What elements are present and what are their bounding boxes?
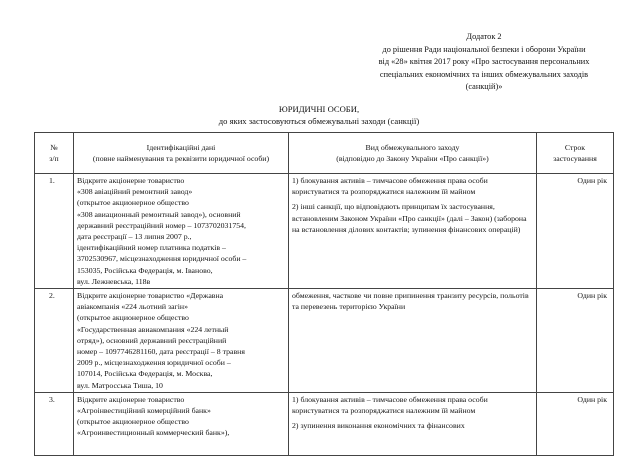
row-measures [289, 174, 537, 289]
header-term [537, 133, 614, 174]
ident-line: ідентифікаційний номер платника податків – [77, 243, 226, 253]
header-measure [289, 133, 537, 174]
row-measures [289, 289, 537, 393]
header-identification-l2: (повне найменування та реквізити юридичної особи) [92, 154, 270, 163]
row-number: 3. [35, 392, 74, 455]
row-term: Один рік [537, 174, 614, 289]
ident-line: Відкрите акціонерне товариство «Державна [77, 291, 224, 301]
header-term-l1: Строк [564, 142, 586, 152]
ident-line: авіакомпанія «224 льотний загін» [77, 302, 188, 312]
ident-line: Відкрите акціонерне товариство [77, 176, 185, 185]
ident-line: вул. Лежневська, 118в [77, 276, 151, 286]
ident-line: (открытое акционерное общество [77, 417, 189, 427]
row-term: Один рік [537, 289, 614, 393]
appendix-line: спеціальних економічних та інших обмежувальних заходів [379, 69, 589, 79]
appendix-line: (санкцій)» [465, 82, 503, 92]
header-measure-l2: (відповідно до Закону України «Про санкції») [336, 154, 489, 163]
ident-line: (открытое акционерное общество [77, 198, 189, 208]
ident-line: отряд»), основний державний реєстраційний [77, 335, 227, 345]
ident-line: «308 авіаційний ремонтний завод» [77, 187, 193, 197]
ident-line: 107014, Російська Федерація, м. Москва, [77, 369, 213, 379]
ident-line: «Агроинвестиционный коммерческий банк»), [77, 428, 230, 438]
sanctions-table [34, 132, 614, 456]
row-measures [289, 392, 537, 455]
ident-line: (открытое акционерное общество [77, 313, 189, 323]
header-measure-l1: Вид обмежувального заходу [365, 142, 460, 152]
table-row [35, 174, 614, 289]
row-number: 1. [35, 174, 74, 289]
ident-line: дата реєстрації – 13 липня 2007 р., [77, 232, 192, 242]
ident-line: вул. Матросська Тиша, 10 [77, 380, 163, 390]
row-number: 2. [35, 289, 74, 393]
ident-line: «Агроінвестиційний комерційний банк» [77, 406, 211, 416]
header-term-l2: застосування [553, 154, 597, 163]
ident-line: державний реєстраційний номер – 1073702031754, [77, 220, 246, 230]
row-identification [74, 392, 289, 455]
measure-item: 2) інші санкції, що відповідають принципам їх застосування, встановленим Законом України «Про санкції» (далі – Закон) (заборона на встановлення ділових контактів; зупинення фінансових операцій) [292, 202, 527, 234]
appendix-line: до рішення Ради національної безпеки і оборони України [382, 44, 586, 54]
row-term: Один рік [537, 392, 614, 455]
header-number [35, 133, 74, 174]
ident-line: 2009 р., місцезнаходження юридичної особи – [77, 358, 231, 368]
header-identification-l1: Ідентифікаційні дані [146, 142, 216, 152]
ident-line: Відкрите акціонерне товариство [77, 394, 185, 404]
table-header-row [35, 133, 614, 174]
header-number-l2: з/п [49, 154, 59, 163]
document-title: ЮРИДИЧНІ ОСОБИ, [278, 104, 360, 114]
header-number-l1: № [50, 142, 58, 152]
row-identification [74, 174, 289, 289]
ident-line: номер – 1097746281160, дата реєстрації – 8 травня [77, 347, 245, 357]
header-identification [74, 133, 289, 174]
measure-item: обмеження, часткове чи повне припинення транзиту ресурсів, польотів та перевезень територією України [292, 291, 529, 312]
ident-line: 153035, Російська Федерація, м. Іваново, [77, 265, 213, 275]
table-row [35, 289, 614, 393]
document-subtitle: до яких застосовуються обмежувальні заходи (санкції) [218, 116, 420, 126]
ident-line: 3702530967, місцезнаходження юридичної особи – [77, 254, 247, 264]
appendix-line: від «28» квітня 2017 року «Про застосування персональних [378, 57, 590, 67]
ident-line: «Государственная авиакомпания «224 летный [77, 324, 229, 334]
row-identification [74, 289, 289, 393]
measure-item: 1) блокування активів – тимчасове обмеження права особи користуватися та розпоряджатися належним їй майном [292, 394, 488, 416]
measure-item: 1) блокування активів – тимчасове обмеження права особи користуватися та розпоряджатися належним їй майном [292, 176, 488, 197]
appendix-line: Додаток 2 [466, 32, 502, 41]
appendix-note [364, 31, 604, 94]
ident-line: «308 авиационный ремонтный завод»), основний [77, 209, 241, 219]
table-row [35, 392, 614, 455]
measure-item: 2) зупинення виконання економічних та фінансових [292, 421, 465, 431]
